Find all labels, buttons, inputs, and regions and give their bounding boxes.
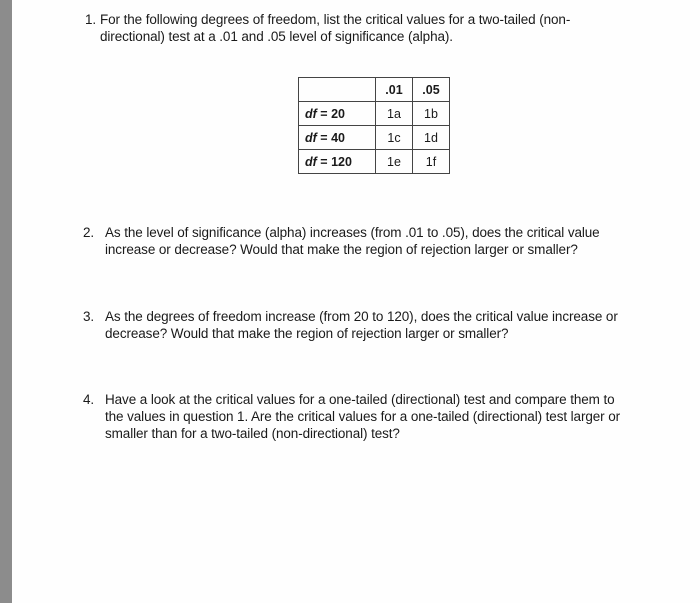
question-number: 3. — [83, 309, 95, 324]
df-row-label: df = 120 — [299, 150, 376, 174]
table-row — [299, 102, 450, 126]
question-number: 2. — [83, 225, 95, 240]
table-header-corner — [299, 78, 376, 102]
question-text-line: the values in question 1. Are the critical values for a one-tailed (directional) test larger or — [105, 409, 621, 424]
question-text-line: Have a look at the critical values for a one-tailed (directional) test and compare them to — [105, 392, 615, 407]
table-cell: 1c — [376, 126, 413, 150]
table-header-alpha-05: .05 — [413, 78, 450, 102]
table-cell: 1e — [376, 150, 413, 174]
question-text-line: As the degrees of freedom increase (from 20 to 120), does the critical value increase or — [105, 309, 618, 324]
df-row-label: df = 20 — [299, 102, 376, 126]
critical-values-table — [298, 77, 450, 174]
table-cell: 1d — [413, 126, 450, 150]
question-number: 1. — [85, 12, 97, 27]
left-page-edge — [0, 0, 12, 603]
question-text-line: increase or decrease? Would that make the region of rejection larger or smaller? — [105, 242, 578, 257]
table-row — [299, 150, 450, 174]
question-text-line: directional) test at a .01 and .05 level of significance (alpha). — [100, 29, 453, 44]
table-row — [299, 126, 450, 150]
question-text-line: smaller than for a two-tailed (non-directional) test? — [105, 426, 400, 441]
df-row-label: df = 40 — [299, 126, 376, 150]
table-cell: 1f — [413, 150, 450, 174]
worksheet-page — [12, 0, 700, 603]
question-number: 4. — [83, 392, 95, 407]
question-text-line: As the level of significance (alpha) increases (from .01 to .05), does the critical value — [105, 225, 600, 240]
question-text-line: For the following degrees of freedom, list the critical values for a two-tailed (non- — [100, 12, 571, 27]
table-cell: 1a — [376, 102, 413, 126]
table-header-row — [299, 78, 450, 102]
table-cell: 1b — [413, 102, 450, 126]
table-header-alpha-01: .01 — [376, 78, 413, 102]
question-text-line: decrease? Would that make the region of rejection larger or smaller? — [105, 326, 509, 341]
